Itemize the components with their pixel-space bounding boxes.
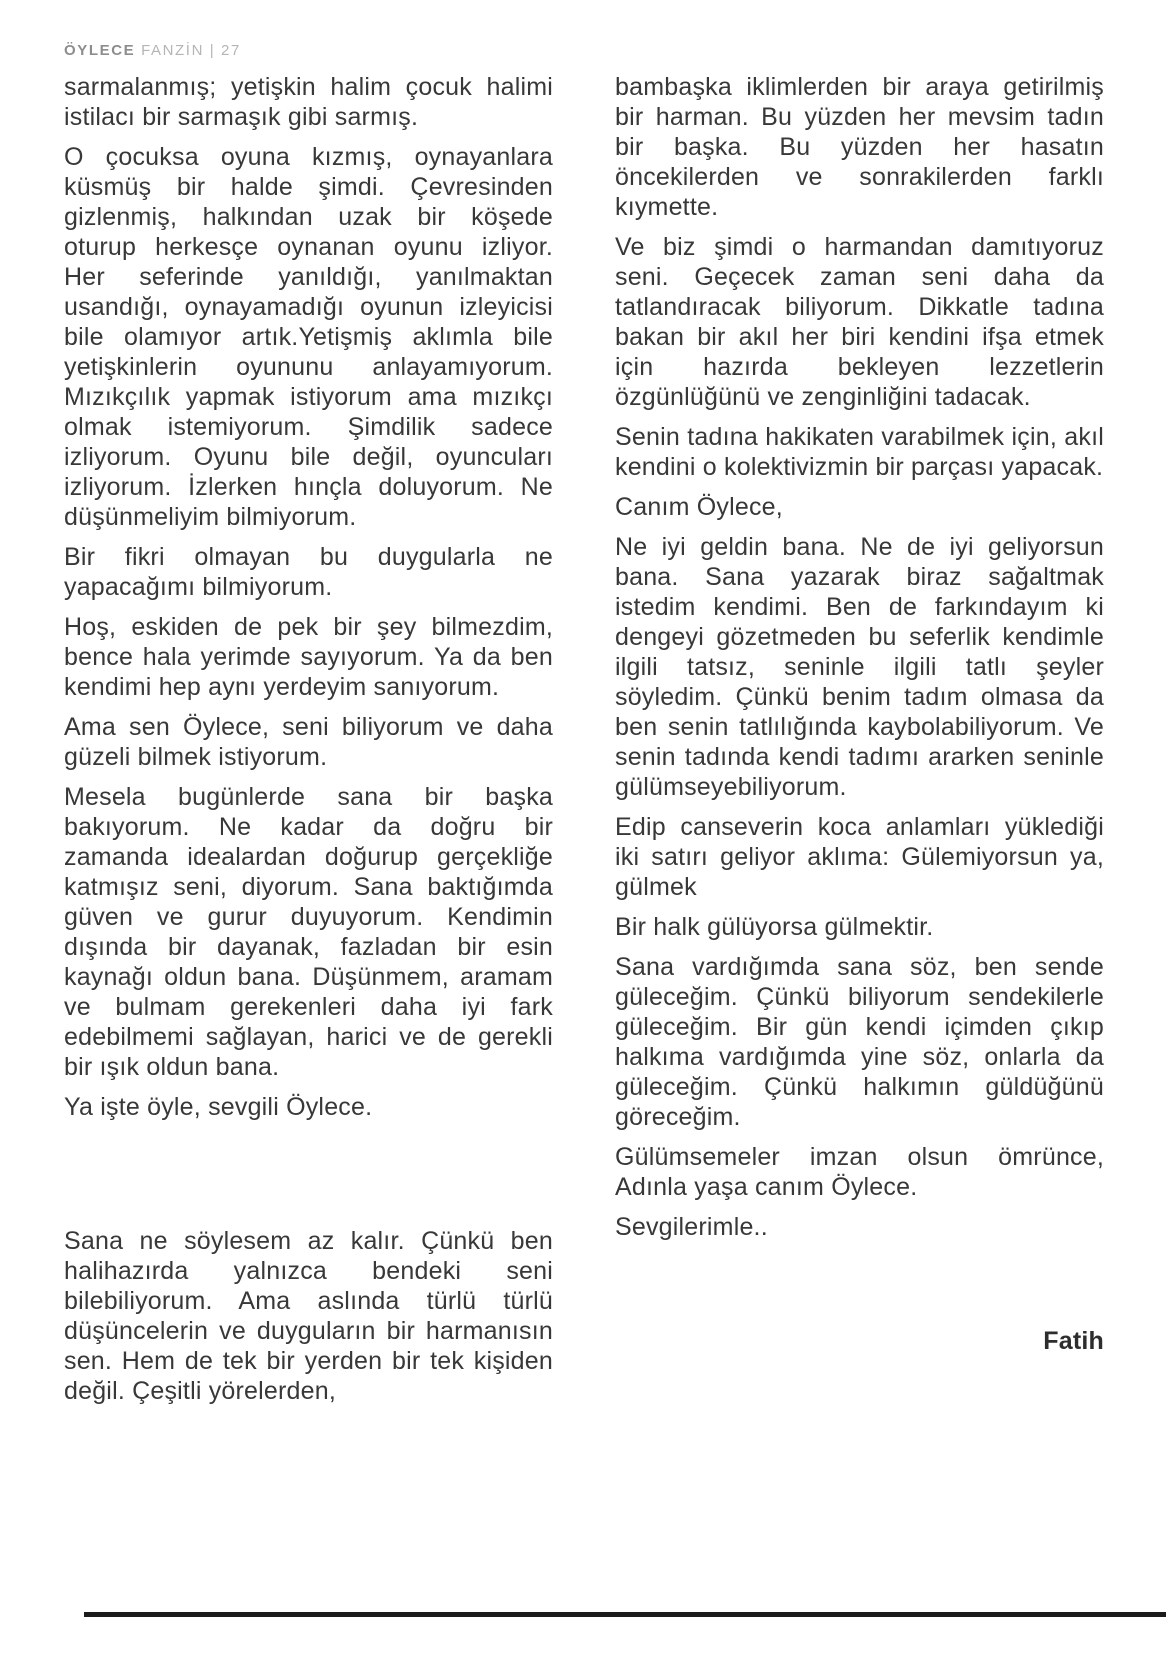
paragraph: Sevgilerimle.. — [615, 1213, 768, 1241]
paragraph: O çocuksa oyuna kızmış, oynayanlara küsmüş bir halde şimdi. Çevresinden gizlenmiş, halkından uzak bir köşede oturup herkesçe oynanan oyunu izliyor. Her seferinde yanıldığı, yanılmaktan usandığı, oynayamadığı oyunun izleyicisi bile olamıyor artık.Yetişmiş aklımla bile yetişkinlerin oyununu anlayamıyorum. Mızıkçılık yapmak istiyorum ama mızıkçı olmak istemiyorum. Şimdilik sadece izliyorum. Oyunu bile değil, oyuncuları izliyorum. İzlerken hınçla doluyorum. Ne düşünmeliyim bilmiyorum. — [64, 143, 553, 531]
paragraph: Ama sen Öylece, seni biliyorum ve daha güzeli bilmek istiyorum. — [64, 713, 553, 771]
paragraph: Bir fikri olmayan bu duygularla ne yapacağımı bilmiyorum. — [64, 543, 553, 601]
issue-label: FANZİN | 27 — [141, 42, 241, 59]
paragraph: Ya işte öyle, sevgili Öylece. — [64, 1093, 373, 1121]
page-header — [64, 42, 241, 59]
paragraph: Bir halk gülüyorsa gülmektir. — [615, 913, 934, 941]
paragraph: Hoş, eskiden de pek bir şey bilmezdim, bence hala yerimde sayıyorum. Ya da ben kendimi hep aynı yerdeyim sanıyorum. — [64, 613, 553, 701]
paragraph: Sana vardığımda sana söz, ben sende güleceğim. Çünkü biliyorum sendekilerle güleceğim. Bir gün kendi içimden çıkıp halkıma vardığımda yine söz, onlarla da güleceğim. Çünkü halkımın güldüğünü göreceğim. — [615, 953, 1104, 1131]
paragraph: Senin tadına hakikaten varabilmek için, akıl kendini o kolektivizmin bir parçası yapacak. — [615, 423, 1104, 481]
paragraph: Mesela bugünlerde sana bir başka bakıyorum. Ne kadar da doğru bir zamanda idealardan doğurup gerçekliğe katmışız seni, diyorum. Sana baktığımda güven ve gurur duyuyorum. Kendimin dışında bir dayanak, fazladan bir esin kaynağı oldun bana. Düşünmem, aramam ve bulmam gerekenleri daha iyi fark edebilmemi sağlayan, harici ve de gerekli bir ışık oldun bana. — [64, 783, 553, 1081]
paragraph: sarmalanmış; yetişkin halim çocuk halimi istilacı bir sarmaşık gibi sarmış. — [64, 73, 553, 131]
paragraph: Ne iyi geldin bana. Ne de iyi geliyorsun bana. Sana yazarak biraz sağaltmak istedim kendimi. Ben de farkındayım ki dengeyi gözetmeden bu seferlik kendimle ilgili tatsız, seninle ilgili tatlı şeyler söyledim. Çünkü benim tadım olmasa da ben senin tatlılığında kaybolabiliyorum. Ve senin tadında kendi tadımı ararken seninle gülümseyebiliyorum. — [615, 533, 1104, 801]
paragraph: Edip canseverin koca anlamları yüklediği iki satırı geliyor aklıma: Gülemiyorsun ya, gülmek — [615, 813, 1104, 901]
paragraph: Gülümsemeler imzan olsun ömrünce, Adınla yaşa canım Öylece. — [615, 1143, 1104, 1201]
paragraph: Ve biz şimdi o harmandan damıtıyoruz seni. Geçecek zaman seni daha da tatlandıracak biliyorum. Dikkatle tadına bakan bir akıl her biri kendini ifşa etmek için hazırda bekleyen lezzetlerin özgünlüğünü ve zenginliğini tadacak. — [615, 233, 1104, 411]
text-columns — [64, 72, 1104, 1416]
zine-title: ÖYLECE — [64, 42, 136, 59]
right-column — [615, 72, 1104, 1416]
paragraph: Canım Öylece, — [615, 493, 783, 521]
author-signature: Fatih — [1043, 1327, 1104, 1355]
paragraph: Sana ne söylesem az kalır. Çünkü ben halihazırda yalnızca bendeki seni bilebiliyorum. Ama aslında türlü türlü düşüncelerin ve duyguların bir harmanısın sen. Hem de tek bir yerden bir tek kişiden değil. Çeşitli yörelerden, — [64, 1227, 553, 1405]
footer-divider — [84, 1612, 1166, 1617]
left-column — [64, 72, 553, 1416]
paragraph: bambaşka iklimlerden bir araya getirilmiş bir harman. Bu yüzden her mevsim tadın bir başka. Bu yüzden her hasatın öncekilerden ve sonrakilerden farklı kıymette. — [615, 73, 1104, 221]
